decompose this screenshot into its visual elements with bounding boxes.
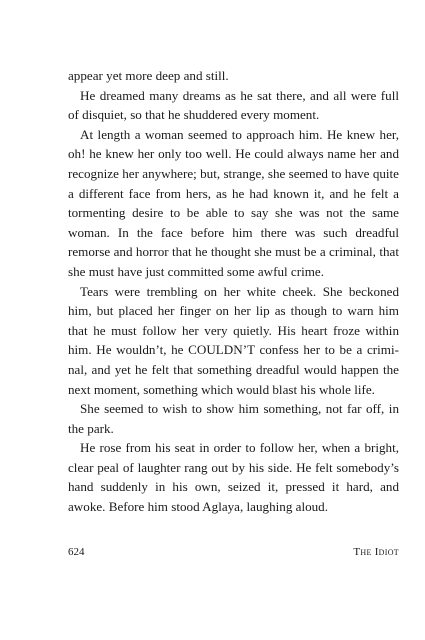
paragraph: He dreamed many dreams as he sat there, and all were full of disquiet, so that he shuddered every moment.	[68, 87, 399, 123]
running-title: The Idiot	[353, 546, 399, 558]
paragraph: He rose from his seat in order to follow her, when a bright, clear peal of laughter rang out by his side. He felt somebody’s hand suddenly in his own, seized it, pressed it hard, and awoke. Before him stood Aglaya, laughing aloud.	[68, 440, 399, 515]
body-text	[68, 66, 399, 517]
paragraph: Tears were trembling on her white cheek. She beckoned him, but placed her finger on her lip as though to warn him that he must follow her very quietly. His heart froze within him. He wouldn’t, he COULDN’T confess her to be a criminal, and yet he felt that something dreadful would happen the next moment, something which would blast his whole life.	[68, 283, 399, 397]
paragraph: appear yet more deep and still.	[68, 68, 229, 83]
paragraph: She seemed to wish to show him something, not far off, in the park.	[68, 401, 399, 436]
page-number: 624	[68, 546, 85, 558]
page-footer	[68, 544, 399, 560]
paragraph: At length a woman seemed to approach him. He knew her, oh! he knew her only too well. He could always name her and recognize her anywhere; but, strange, she seemed to have quite a different face from hers, as he had known it, and he felt a tormenting desire to be able to say she was not the same woman. In the face before him there was such dreadful remorse and horror that he thought she must be a criminal, that she must have just committed some awful crime.	[68, 126, 399, 279]
